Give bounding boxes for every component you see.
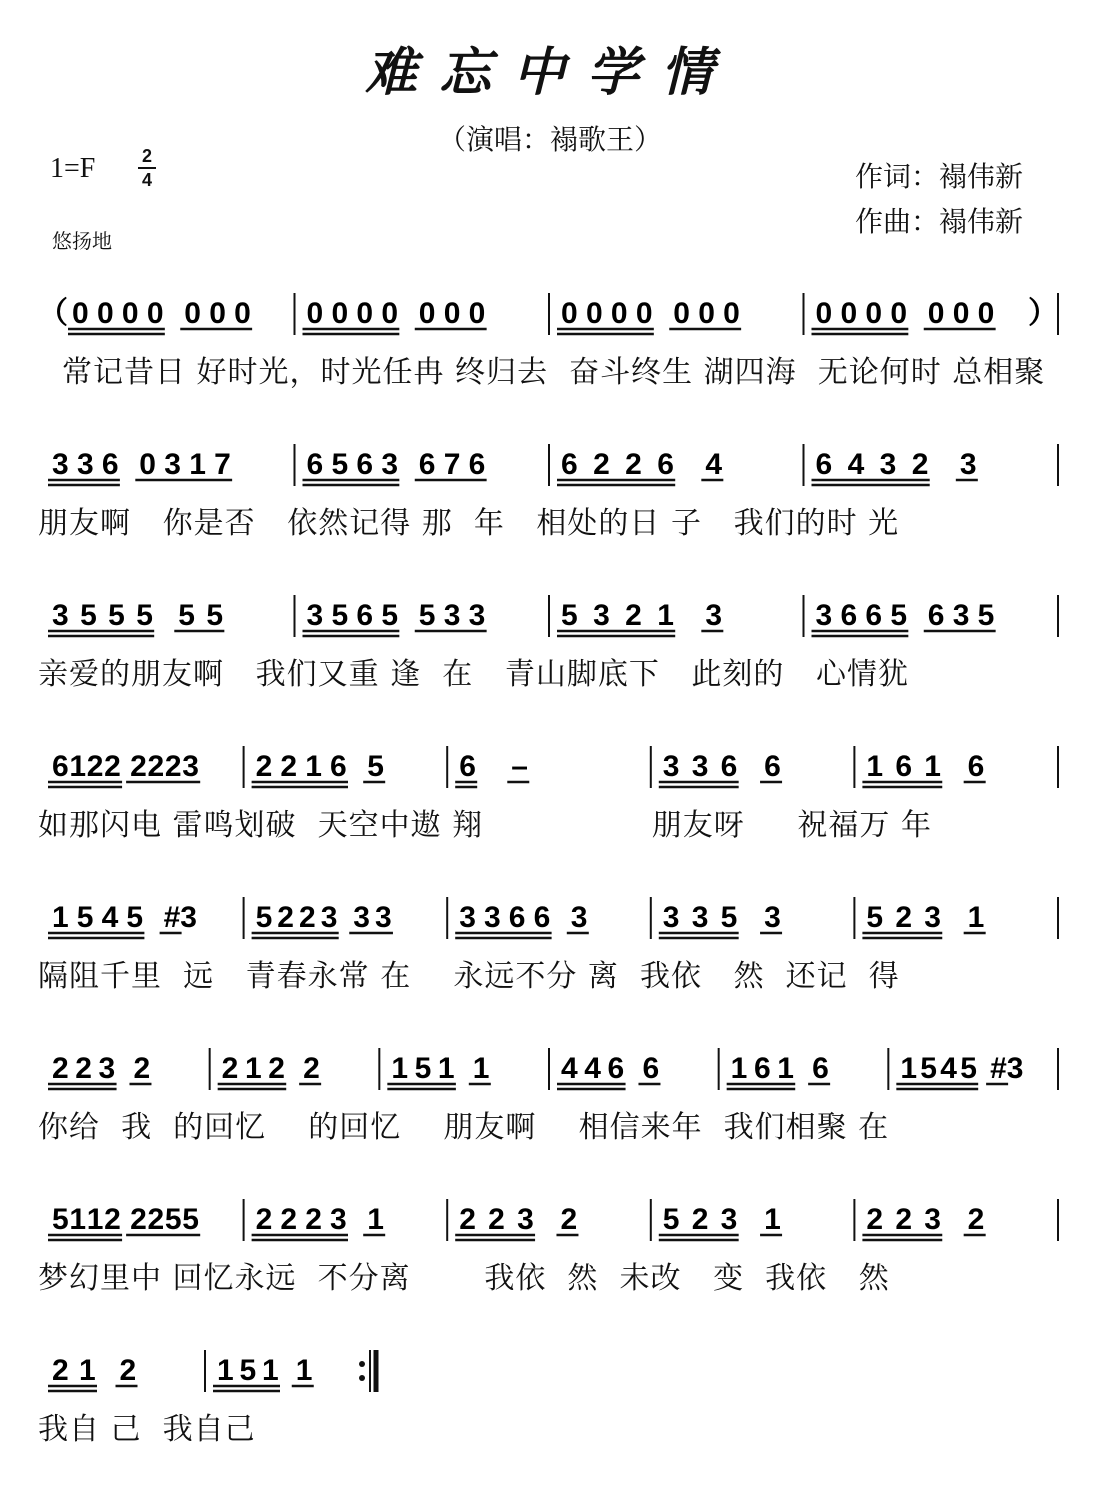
note: 2 (560, 1203, 578, 1236)
note: 0 (890, 297, 908, 330)
lyrics-line: 隔阻千里 远 青春永常 在 永远不分 离 我依 然 还记 得 (38, 959, 900, 994)
note: 6 (865, 599, 883, 632)
note: 0 (635, 297, 653, 330)
note: 6 (607, 1052, 625, 1085)
close-paren: ） (1028, 297, 1058, 330)
note: 2 (299, 901, 316, 934)
note: 5 (977, 599, 995, 632)
note: 4 (847, 448, 865, 481)
note: 0 (96, 297, 114, 330)
note: 6 (753, 1052, 771, 1085)
note: 3 (52, 448, 69, 481)
notation-row (0, 285, 1100, 345)
note: 2 (75, 1052, 92, 1085)
note: 6 (895, 750, 913, 783)
lyrics-line: 你给 我 的回忆 的回忆 朋友啊 相信来年 我们相聚 在 (38, 1110, 890, 1145)
note: 1 (69, 1203, 87, 1236)
note: 0 (72, 297, 89, 330)
note: 5 (331, 448, 349, 481)
repeat-dot (359, 1375, 365, 1381)
notation-row (0, 1040, 1100, 1100)
note: 3 (705, 599, 723, 632)
note: 6 (812, 1052, 829, 1085)
notation-row (0, 1342, 1100, 1402)
note: 5 (126, 901, 144, 934)
note: 0 (443, 297, 461, 330)
note: 2 (625, 448, 642, 481)
note: 0 (977, 297, 995, 330)
note: 3 (484, 901, 501, 934)
note: 6 (508, 901, 526, 934)
note: 2 (911, 448, 929, 481)
note: 0 (927, 297, 945, 330)
note: #3 (163, 901, 197, 934)
time-signature-bottom: 4 (141, 170, 152, 190)
note: 1 (69, 750, 87, 783)
note: 3 (164, 448, 181, 481)
note: 2 (104, 750, 121, 783)
singer-credit: （演唱：褟歌王） (437, 123, 662, 156)
note: 2 (280, 750, 298, 783)
lyrics-line: 如那闪电 雷鸣划破 天空中遨 翔 朋友呀 祝福万 年 (38, 808, 932, 843)
notation-row (0, 738, 1100, 798)
note: 0 (468, 297, 486, 330)
note: 2 (164, 750, 182, 783)
note: 0 (139, 448, 156, 481)
lyrics-line: 朋友啊 你是否 依然记得 那 年 相处的日 子 我们的时 光 (38, 506, 900, 541)
notation-row (0, 889, 1100, 949)
system (0, 738, 1100, 888)
note: 2 (52, 1052, 69, 1085)
open-paren: （ (38, 297, 68, 330)
time-signature (138, 146, 156, 190)
note: 2 (459, 1203, 476, 1236)
note: 1 (866, 750, 884, 783)
note: 6 (459, 750, 476, 783)
note: 2 (691, 1203, 709, 1236)
note: 7 (443, 448, 461, 481)
note: 3 (381, 448, 399, 481)
note: 2 (119, 1354, 137, 1387)
note: 6 (418, 448, 436, 481)
note: 1 (217, 1354, 234, 1387)
note: 5 (720, 901, 738, 934)
note: 1 (367, 1203, 384, 1236)
note: 0 (723, 297, 740, 330)
note: 1 (967, 901, 985, 934)
note: 2 (255, 750, 273, 783)
note: 1 (924, 750, 941, 783)
note: 0 (815, 297, 833, 330)
note: 3 (570, 901, 588, 934)
note: 5 (239, 1354, 257, 1387)
note: 0 (234, 297, 251, 330)
note: 1 (262, 1354, 279, 1387)
note: 1 (305, 750, 322, 783)
lyrics-line: 亲爱的朋友啊 我们又重 逢 在 青山脚底下 此刻的 心情犹 (38, 657, 910, 692)
note: 3 (443, 599, 461, 632)
note: 2 (895, 1203, 913, 1236)
note: 4 (561, 1052, 578, 1085)
note: 2 (221, 1052, 239, 1085)
composer-credit: 作曲：褟伟新 (855, 205, 1024, 238)
system (0, 1191, 1100, 1341)
note: 3 (720, 1203, 738, 1236)
note: 2 (967, 1203, 985, 1236)
note: 2 (593, 448, 610, 481)
notation-row (0, 587, 1100, 647)
note: 6 (101, 448, 119, 481)
note: 3 (353, 901, 370, 934)
note: 6 (642, 1052, 660, 1085)
note: 1 (900, 1052, 918, 1085)
time-signature-top: 2 (141, 146, 152, 166)
system (0, 285, 1100, 435)
note: 4 (705, 448, 723, 481)
note: 0 (673, 297, 690, 330)
note: 2 (147, 750, 165, 783)
note: 6 (330, 750, 347, 783)
note: 2 (303, 1052, 320, 1085)
note: 2 (280, 1203, 298, 1236)
note: 6 (533, 901, 551, 934)
note: 5 (561, 599, 578, 632)
note: 6 (52, 750, 69, 783)
note: 6 (720, 750, 738, 783)
repeat-dot (359, 1361, 365, 1367)
note: 0 (306, 297, 324, 330)
system (0, 436, 1100, 586)
note: 5 (136, 599, 153, 632)
note: 6 (657, 448, 674, 481)
note: 5 (960, 1052, 977, 1085)
note: 5 (182, 1203, 199, 1236)
note: 5 (381, 599, 399, 632)
note: 0 (561, 297, 578, 330)
note: 6 (840, 599, 858, 632)
note: 2 (133, 1052, 151, 1085)
lyrics-line: 梦幻里中 回忆永远 不分离 我依 然 未改 变 我依 然 (38, 1261, 890, 1296)
note: 1 (79, 1354, 96, 1387)
notation-row (0, 1191, 1100, 1251)
note: 3 (330, 1203, 347, 1236)
note: 3 (320, 901, 338, 934)
note: 6 (356, 448, 374, 481)
note: 6 (561, 448, 578, 481)
note: 1 (437, 1052, 455, 1085)
note: 5 (255, 901, 273, 934)
note: 1 (391, 1052, 409, 1085)
note: 2 (147, 1203, 165, 1236)
lyricist-credit: 作词：褟伟新 (855, 160, 1024, 193)
note: 4 (584, 1052, 601, 1085)
note: 3 (691, 901, 709, 934)
note: 5 (920, 1052, 937, 1085)
note: 0 (840, 297, 858, 330)
note: 1 (295, 1354, 313, 1387)
note: 6 (356, 599, 374, 632)
note: 2 (866, 1203, 884, 1236)
note: 0 (209, 297, 226, 330)
note: 5 (76, 901, 94, 934)
note: 5 (164, 1203, 182, 1236)
note: 5 (52, 1203, 69, 1236)
note: 5 (178, 599, 195, 632)
note: 6 (815, 448, 833, 481)
note: 1 (52, 901, 69, 934)
note: 1 (730, 1052, 748, 1085)
note: #3 (990, 1052, 1024, 1085)
note: 0 (146, 297, 164, 330)
note: 0 (356, 297, 374, 330)
note: 5 (414, 1052, 432, 1085)
note: 5 (108, 599, 125, 632)
note: 3 (517, 1203, 534, 1236)
note: 3 (691, 750, 709, 783)
key-signature: 1=F (50, 153, 96, 184)
note: 3 (76, 448, 94, 481)
notation-row (0, 436, 1100, 496)
note: 3 (662, 750, 680, 783)
note: 3 (306, 599, 324, 632)
lyrics-line: 常记昔日 好时光，时光任冉 终归去 奋斗终生 湖四海 无论何时 总相聚 (62, 355, 1046, 390)
system (0, 1342, 1100, 1492)
note: 3 (52, 599, 69, 632)
note: 6 (764, 750, 781, 783)
note: 0 (184, 297, 201, 330)
note: 1 (86, 1203, 104, 1236)
note: 3 (924, 1203, 941, 1236)
note: 0 (610, 297, 628, 330)
song-title: 难忘中学情 (364, 42, 735, 103)
system (0, 889, 1100, 1039)
note: 0 (865, 297, 883, 330)
note: 3 (924, 901, 941, 934)
note: 3 (459, 901, 476, 934)
note: 0 (331, 297, 349, 330)
tempo-marking: 悠扬地 (52, 229, 112, 253)
note: 1 (189, 448, 206, 481)
note: 0 (121, 297, 139, 330)
note: 6 (306, 448, 324, 481)
note: 5 (206, 599, 224, 632)
system (0, 587, 1100, 737)
note: 5 (80, 599, 97, 632)
note: 3 (764, 901, 781, 934)
note: 1 (777, 1052, 794, 1085)
note: 3 (815, 599, 833, 632)
note: 4 (940, 1052, 957, 1085)
note: 6 (468, 448, 486, 481)
note: 0 (698, 297, 715, 330)
note: 0 (585, 297, 603, 330)
note: 5 (418, 599, 436, 632)
note: 5 (866, 901, 884, 934)
note: 3 (98, 1052, 116, 1085)
note: 2 (255, 1203, 273, 1236)
note: 5 (890, 599, 908, 632)
note: 5 (331, 599, 349, 632)
note: 2 (86, 750, 104, 783)
note: – (511, 750, 528, 783)
note: 1 (764, 1203, 781, 1236)
note: 2 (277, 901, 294, 934)
note: 2 (488, 1203, 505, 1236)
note: 2 (895, 901, 913, 934)
note: 0 (952, 297, 970, 330)
note: 7 (214, 448, 231, 481)
note: 3 (952, 599, 970, 632)
note: 1 (244, 1052, 262, 1085)
note: 2 (625, 599, 642, 632)
note: 3 (662, 901, 680, 934)
note: 0 (418, 297, 436, 330)
note: 3 (593, 599, 610, 632)
note: 3 (959, 448, 977, 481)
note: 2 (104, 1203, 121, 1236)
system (0, 1040, 1100, 1190)
lyrics-line: 我自 己 我自己 (38, 1412, 256, 1447)
note: 5 (367, 750, 384, 783)
note: 1 (657, 599, 674, 632)
note: 2 (268, 1052, 285, 1085)
note: 6 (967, 750, 985, 783)
note: 0 (381, 297, 399, 330)
note: 2 (52, 1354, 69, 1387)
note: 3 (182, 750, 199, 783)
note: 2 (305, 1203, 322, 1236)
note: 1 (472, 1052, 490, 1085)
note: 4 (101, 901, 119, 934)
note: 3 (879, 448, 897, 481)
note: 2 (130, 1203, 147, 1236)
note: 6 (927, 599, 945, 632)
note: 3 (374, 901, 392, 934)
note: 5 (662, 1203, 680, 1236)
note: 2 (130, 750, 147, 783)
note: 3 (468, 599, 486, 632)
